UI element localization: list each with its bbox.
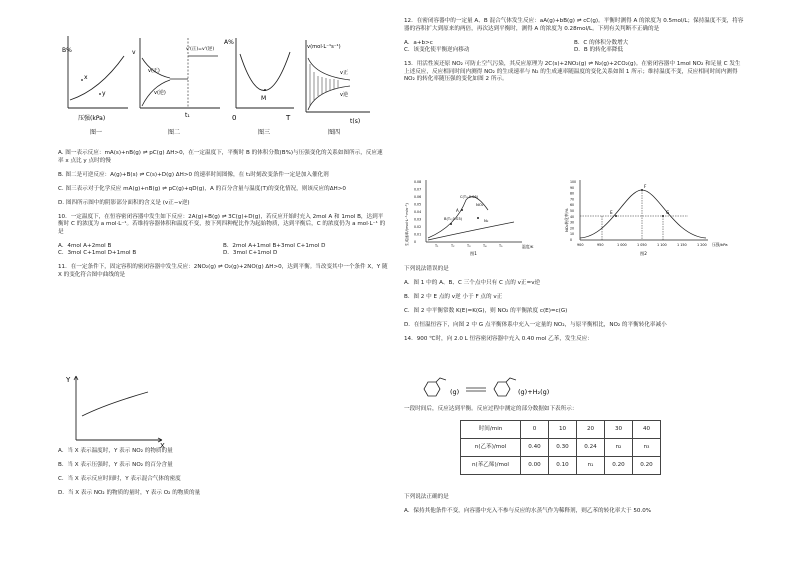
q11-option-d: D．当 X 表示 NO₂ 的物质的量时，Y 表示 O₂ 的物质的量 (58, 490, 201, 497)
q14-options (404, 494, 744, 522)
fig4-caption: 图四 (328, 129, 341, 136)
chart2-xticks (577, 243, 707, 247)
fig2-label-equal: v'(正)=v'(逆) (186, 47, 215, 52)
chart2-caption: 图2 (640, 251, 647, 256)
ethylbenzene-structure (424, 378, 446, 396)
chart1-series-n2: N₂ (484, 218, 489, 223)
q14-eq-right: (g)+H₂(g) (518, 388, 550, 396)
chart1-ylabel: 生成速率/(mol·L⁻¹·min⁻¹) (405, 203, 409, 246)
q12-stem: 12．在密闭容器中的一定量 A、B 混合气体发生反应：aA(g)+bB(g) ⇌ cC(g)。平衡时测得 A 的浓度为 0.5mol/L；保持温度不变，将容器的容积扩大到原来的两倍，再次达到平衡时，测得 A 的浓度为 0.28mol/L。下列有关判断不正确的是 (404, 18, 744, 32)
tick-label: 40 (570, 214, 575, 219)
chart1-caption: 图1 (470, 251, 477, 256)
table-cell: 0.20 (605, 457, 633, 475)
tick-label: 30 (570, 220, 575, 225)
tick-label: 1 100 (657, 243, 667, 247)
chart2-xlabel: 压强/kPa (712, 242, 728, 247)
figure-2 (132, 38, 220, 136)
table-cell: 0.24 (577, 439, 605, 457)
table-cell: 40 (633, 421, 661, 439)
tick-label: 1 150 (677, 243, 687, 247)
q9-option-d: D. 图四所示图中的阴影部分面积的含义是 (v正−v逆) (58, 199, 190, 206)
fig2-label-vzheng: v(正) (148, 68, 160, 74)
chart2-point-g: G (666, 210, 670, 215)
table-cell: n₁ (577, 457, 605, 475)
fig2-label-vni: v(逆) (154, 90, 166, 96)
fig3-caption: 图三 (258, 129, 271, 136)
table-cell: 10 (549, 421, 577, 439)
tick-label: 0.08 (414, 180, 422, 184)
q11-graph-x: X (160, 442, 165, 450)
table-cell: n₂ (605, 439, 633, 457)
q14-ask: 下列说法正确的是 (404, 494, 449, 500)
q11-option-c: C．当 X 表示反应时间时，Y 表示混合气体的密度 (58, 476, 181, 483)
q11-graph-y: Y (66, 376, 71, 384)
tick-label: 950 (597, 243, 604, 247)
table-cell: 0.30 (549, 439, 577, 457)
table-cell: 0.40 (521, 439, 549, 457)
styrene-structure (494, 378, 516, 396)
tick-label: 20 (570, 226, 575, 231)
table-cell: 0.10 (549, 457, 577, 475)
q13-chart-2 (560, 176, 760, 256)
q14-stem: 14．900 ℃时，向 2.0 L 恒容密闭容器中充入 0.40 mol 乙苯，发生反应： (404, 336, 593, 343)
chart1-point-c: C(T₃,0.06) (460, 195, 479, 199)
chart2-point-e: E (610, 210, 613, 215)
q11-option-b: B．当 X 表示压强时，Y 表示 NO₂ 的百分含量 (58, 462, 173, 469)
q13-ask: 下列说法错误的是 (404, 266, 449, 272)
chart2-ylabel: NO₂转化率/% (564, 208, 569, 232)
tick-label: 0.02 (414, 225, 422, 229)
tick-label: T₁ (435, 244, 439, 248)
tick-label: 0 (414, 240, 417, 244)
q12-option-c: C．该变化使平衡逆向移动 (404, 47, 470, 54)
table-cell: 0.00 (521, 457, 549, 475)
tick-label: 80 (570, 191, 575, 196)
chart2-yticks (570, 180, 576, 242)
chart2-point-f: F (644, 184, 647, 189)
table-cell: n(苯乙烯)/mol (461, 457, 521, 475)
q10-stem: 10．一定温度下，在恒容密闭容器中发生如下反应：2A(g)+B(g) ⇌ 3C(g)+D(g)，若反应开始时充入 2mol A 和 1mol B，达到平衡时 C 的浓度为 a mol·L⁻¹。若维持容器体积和温度不变，按下列四种配比作为起始物质，达到平衡后，C 的浓度仍为 a mol·L⁻¹ 的是 (58, 213, 386, 235)
tick-label: 0.07 (414, 187, 422, 192)
q13-option-d: D．在恒温恒容下，向图 2 中 G 点平衡体系中充入一定量的 NO₂，与原平衡相比，NO₂ 的平衡转化率减小 (404, 322, 667, 329)
figure-1 (62, 36, 128, 136)
figure-4 (306, 40, 370, 136)
q10-options (58, 243, 388, 258)
tick-label: 50 (570, 209, 575, 213)
q14-intro (404, 406, 744, 420)
tick-label: 0.06 (414, 195, 422, 199)
tick-label: 900 (577, 243, 584, 247)
tick-label: 1 050 (637, 243, 647, 247)
q12-option-d: D．B 的转化率降低 (574, 47, 624, 54)
right-column-lower (404, 266, 744, 350)
tick-label: T₂ (451, 244, 455, 248)
q13-stem: 13．用活性炭还原 NO₂ 可防止空气污染，其反应原理为 2C(s)+2NO₂(g) ⇌ N₂(g)+2CO₂(g)。在密闭容器中 1mol NO₂ 和足量 C 发生上述反应，反应相同时间内测得 NO₂ 的生成速率与 N₂ 的生成速率随温度的变化关系如图 1 所示；维持温度不变，反应相同时间内测得 NO₂ 的转化率随压强的变化如图 2 所示。 (404, 61, 741, 83)
chart1-series-no2: NO₂ (476, 202, 484, 207)
q14-data-table (460, 420, 661, 475)
chart1-point-a: A (456, 208, 459, 213)
q14-eq-left: (g) (450, 388, 460, 396)
left-column (58, 150, 388, 286)
chart1-point-b: B(T₂,0.03) (444, 217, 463, 221)
table-cell: n(乙苯)/mol (461, 439, 521, 457)
q12-option-a: A．a+b>c (404, 39, 433, 46)
table-row (461, 421, 661, 439)
q9-option-c: C. 图三表示对于化学反应 mA(g)+nB(g) ⇌ pC(g)+qD(g)，A 的百分含量与温度(T)的变化情况，则该反应的ΔH>0 (58, 185, 346, 192)
tick-label: 1 200 (697, 243, 707, 247)
q12-options (404, 40, 744, 55)
tick-label: 1 000 (617, 243, 627, 247)
tick-label: 70 (570, 197, 575, 202)
q10-option-b: B．2mol A+1mol B+3mol C+1mol D (223, 242, 326, 249)
fig4-yaxis-label: v(mol·L⁻¹s⁻¹) (307, 44, 341, 50)
tick-label: 90 (570, 185, 575, 190)
fig2-xaxis-label: t₁ (185, 112, 190, 119)
fig4-xaxis-label: t(s) (350, 118, 361, 125)
chart1-xlabel: 温度/K (522, 244, 534, 249)
tick-label: 0.04 (414, 210, 422, 214)
table-row (461, 457, 661, 475)
table-cell: 时间/min (461, 421, 521, 439)
q13-option-b: B．图 2 中 E 点的 v逆 小于 F 点的 v正 (404, 294, 503, 301)
fig1-caption: 图一 (90, 129, 103, 136)
q14-option-a: A．保持其他条件不变，向容器中充入不参与反应的水蒸气作为稀释剂，则乙苯的转化率大于 50.0% (404, 508, 652, 515)
figure-3 (224, 38, 294, 136)
q9-option-b: B. 图二是可逆反应：A(g)+B(s) ⇌ C(s)+D(g) ΔH>0 的速率时间图像，在 t₁时刻改变条件一定是加入催化剂 (58, 171, 329, 178)
fig3-origin: 0 (232, 114, 237, 122)
q13-chart-1 (404, 176, 554, 256)
fig1-xaxis-label: 压强(kPa) (78, 115, 106, 122)
chart1-xticks (434, 244, 503, 248)
q13-option-a: A．图 1 中的 A、B、C 三个点中只有 C 点的 v正=v逆 (404, 280, 541, 287)
q10-option-c: C．3mol C+1mol D+1mol B (58, 250, 137, 257)
q11-options (58, 448, 388, 504)
table-cell: 0.20 (633, 457, 661, 475)
q13-option-c: C．图 2 中平衡常数 K(E)=K(G)，则 NO₂ 的平衡浓度 c(E)=c(G) (404, 308, 568, 315)
fig3-xaxis-label: T (286, 114, 291, 122)
tick-label: 0.01 (414, 232, 422, 237)
tick-label: T₃ (467, 244, 471, 248)
fig2-yaxis-label: v (132, 49, 136, 56)
chart1-yticks (414, 180, 421, 244)
q14-after: 一段时间后，反应达到平衡。反应过程中测定的部分数据如下表所示： (404, 406, 578, 412)
q9-option-a: A. 图一表示反应：mA(s)+nB(g) ⇌ pC(g) ΔH>0，在一定温度下，平衡时 B 的体积分数(B%)与压强变化的关系如图所示，反应速率 x 点比 y 点时的慢 (58, 150, 383, 164)
table-cell: 20 (577, 421, 605, 439)
tick-label: T₅ (499, 244, 503, 248)
fig4-label-vzheng: v正 (340, 70, 348, 76)
q11-stem: 11．在一定条件下，固定容积的密闭容器中发生反应：2NO₂(g) ⇌ O₂(g)+2NO(g) ΔH>0，达到平衡。当改变其中一个条件 X，Y 随 X 的变化符合图中曲线的是 (58, 264, 388, 279)
table-cell: 30 (605, 421, 633, 439)
tick-label: 0.05 (414, 202, 422, 207)
right-column (404, 18, 744, 90)
q10-option-d: D．3mol C+1mol D (223, 250, 278, 257)
fig1-point-x: x (84, 74, 88, 81)
fig4-label-vni: v逆 (340, 92, 348, 98)
figure-row-q9 (60, 28, 390, 148)
fig1-yaxis-label: B% (62, 47, 72, 54)
tick-label: 100 (570, 180, 577, 184)
q11-option-a: A．当 X 表示温度时，Y 表示 NO₂ 的物质的量 (58, 448, 173, 454)
tick-label: 0 (570, 238, 573, 242)
table-cell: 0 (521, 421, 549, 439)
q11-graph (62, 370, 182, 450)
q10-option-a: A．4mol A+2mol B (58, 242, 112, 249)
fig1-point-y: y (102, 90, 106, 97)
tick-label: 0.03 (414, 217, 422, 222)
table-row (461, 439, 661, 457)
tick-label: 10 (570, 232, 575, 237)
fig3-point-m: M (261, 95, 267, 102)
tick-label: T₄ (483, 244, 487, 248)
fig2-caption: 图二 (168, 129, 181, 136)
tick-label: 60 (570, 203, 575, 208)
fig3-yaxis-label: A% (224, 39, 234, 46)
q12-option-b: B．C 的体积分数增大 (574, 39, 629, 46)
table-cell: n₃ (633, 439, 661, 457)
q14-reaction-equation (420, 376, 560, 402)
